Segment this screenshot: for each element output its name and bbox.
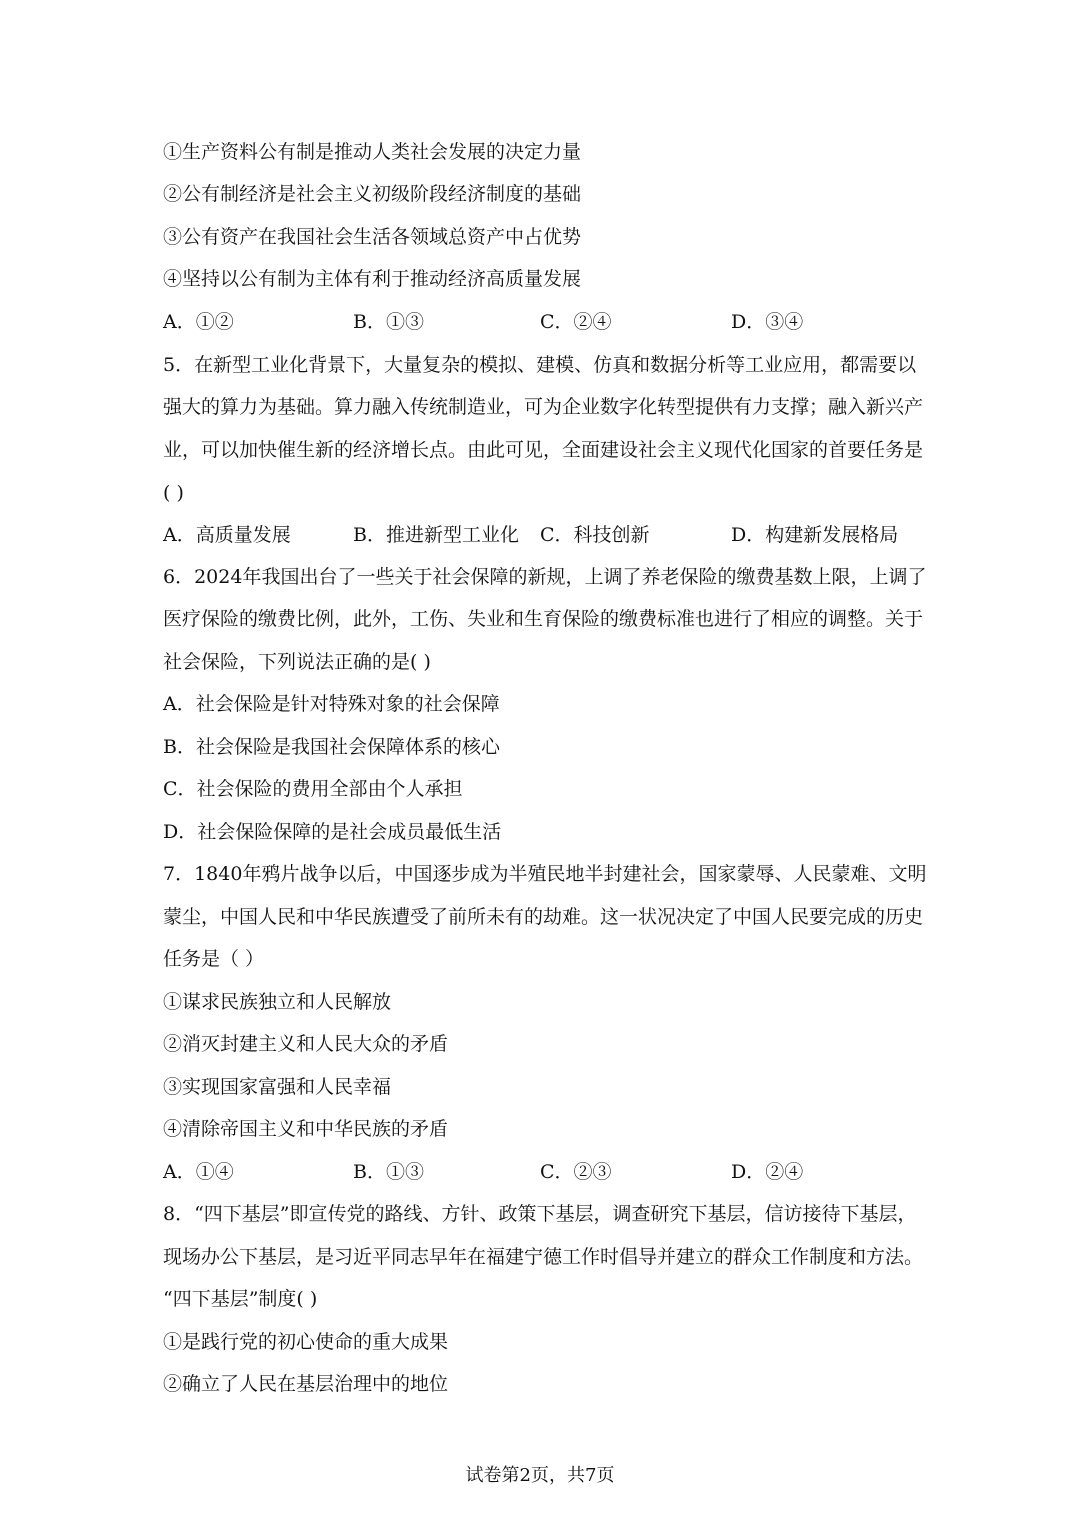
q4-option-c: C．②④ <box>540 311 612 333</box>
q5-stem-line-4: ( ) <box>163 482 184 504</box>
q5-stem-line-3: 业，可以加快催生新的经济增长点。由此可见，全面建设社会主义现代化国家的首要任务是 <box>163 439 924 461</box>
q6-option-b: B．社会保险是我国社会保障体系的核心 <box>163 736 500 758</box>
q4-statement-1: ①生产资料公有制是推动人类社会发展的决定力量 <box>163 141 582 163</box>
q7-statement-3: ③实现国家富强和人民幸福 <box>163 1076 392 1098</box>
q7-stem-line-1: 7．1840年鸦片战争以后，中国逐步成为半殖民地半封建社会，国家蒙辱、人民蒙难、文明 <box>163 863 927 885</box>
q7-option-c: C．②③ <box>540 1161 612 1183</box>
q5-stem-line-2: 强大的算力为基础。算力融入传统制造业，可为企业数字化转型提供有力支撑；融入新兴产 <box>163 396 924 418</box>
q4-option-a: A．①② <box>163 311 234 333</box>
q8-statement-2: ②确立了人民在基层治理中的地位 <box>163 1373 449 1395</box>
q5-option-b: B．推进新型工业化 <box>353 524 519 546</box>
q8-stem-line-1: 8．“四下基层”即宣传党的路线、方针、政策下基层，调查研究下基层，信访接待下基层， <box>163 1203 917 1225</box>
q4-statement-2: ②公有制经济是社会主义初级阶段经济制度的基础 <box>163 183 582 205</box>
q4-statement-3: ③公有资产在我国社会生活各领域总资产中占优势 <box>163 226 582 248</box>
q8-stem-line-2: 现场办公下基层，是习近平同志早年在福建宁德工作时倡导并建立的群众工作制度和方法。 <box>163 1246 924 1268</box>
q5-option-d: D．构建新发展格局 <box>731 524 899 546</box>
q7-stem-line-3: 任务是（ ） <box>163 948 265 970</box>
q7-statement-1: ①谋求民族独立和人民解放 <box>163 991 392 1013</box>
q5-option-a: A．高质量发展 <box>163 524 291 546</box>
q6-stem-line-2: 医疗保险的缴费比例，此外，工伤、失业和生育保险的缴费标准也进行了相应的调整。关于 <box>163 608 924 630</box>
q7-option-d: D．②④ <box>731 1161 804 1183</box>
q6-option-d: D．社会保险保障的是社会成员最低生活 <box>163 821 502 843</box>
q8-stem-line-3: “四下基层”制度( ) <box>163 1288 318 1310</box>
q6-option-a: A．社会保险是针对特殊对象的社会保障 <box>163 693 500 715</box>
q4-statement-4: ④坚持以公有制为主体有利于推动经济高质量发展 <box>163 268 582 290</box>
q6-option-c: C．社会保险的费用全部由个人承担 <box>163 778 463 800</box>
q4-option-b: B．①③ <box>353 311 424 333</box>
q7-statement-4: ④清除帝国主义和中华民族的矛盾 <box>163 1118 449 1140</box>
q4-option-d: D．③④ <box>731 311 804 333</box>
q7-option-b: B．①③ <box>353 1161 424 1183</box>
q6-stem-line-1: 6．2024年我国出台了一些关于社会保障的新规，上调了养老保险的缴费基数上限，上调了 <box>163 566 927 588</box>
q5-option-c: C．科技创新 <box>540 524 650 546</box>
q7-statement-2: ②消灭封建主义和人民大众的矛盾 <box>163 1033 449 1055</box>
q5-stem-line-1: 5．在新型工业化背景下，大量复杂的模拟、建模、仿真和数据分析等工业应用，都需要以 <box>163 354 917 376</box>
q6-stem-line-3: 社会保险，下列说法正确的是( ) <box>163 651 431 673</box>
q7-stem-line-2: 蒙尘，中国人民和中华民族遭受了前所未有的劫难。这一状况决定了中国人民要完成的历史 <box>163 906 924 928</box>
q8-statement-1: ①是践行党的初心使命的重大成果 <box>163 1331 449 1353</box>
q7-option-a: A．①④ <box>163 1161 234 1183</box>
page-footer: 试卷第2页，共7页 <box>465 1465 615 1486</box>
